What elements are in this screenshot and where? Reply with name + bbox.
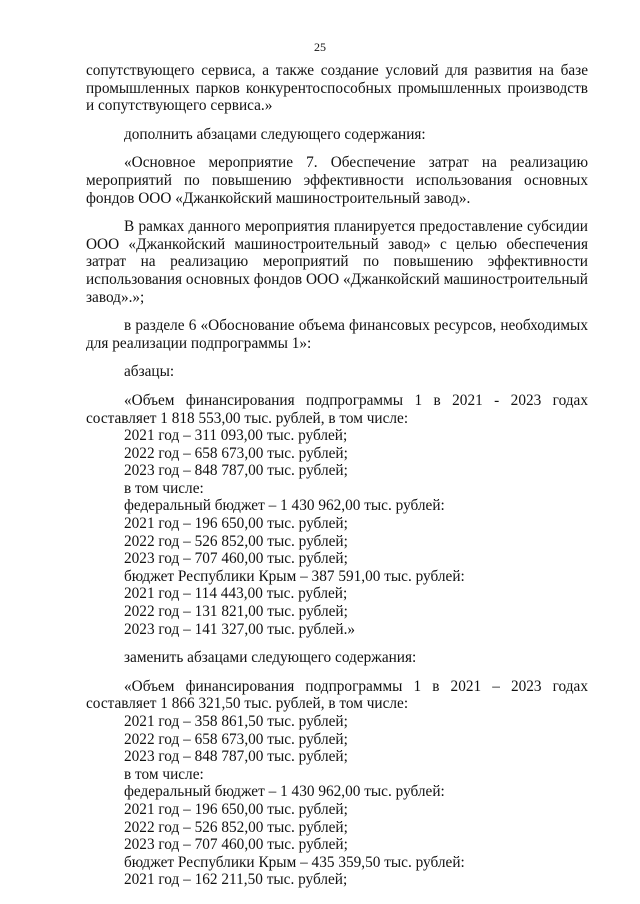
old-financing-breakdown [86,427,588,638]
old-line: 2023 год – 141 327,00 тыс. рублей.» [124,620,356,638]
old-line: 2022 год – 658 673,00 тыс. рублей; [124,444,348,462]
new-line: в том числе: [124,765,204,783]
paragraph-new-financing-total: «Объем финансирования подпрограммы 1 в 2021 – 2023 годах составляет 1 866 321,50 тыс. рублей, в том числе: [86,677,588,713]
new-line: 2021 год – 162 211,50 тыс. рублей; [124,871,348,889]
new-line: 2021 год – 196 650,00 тыс. рублей; [124,800,348,818]
paragraph-old-financing-total: «Объем финансирования подпрограммы 1 в 2021 - 2023 годах составляет 1 818 553,00 тыс. рублей, в том числе: [86,391,588,427]
old-line: 2021 год – 114 443,00 тыс. рублей; [124,585,348,603]
new-line: 2021 год – 358 861,50 тыс. рублей; [124,713,348,730]
new-line: 2022 год – 526 852,00 тыс. рублей; [124,818,348,836]
old-line: 2022 год – 131 821,00 тыс. рублей; [124,603,348,621]
paragraph-add-instruction: дополнить абзацами следующего содержания: [124,125,426,143]
page-number: 25 [314,40,326,54]
paragraph-section-6-reference: в разделе 6 «Обоснование объема финансовых ресурсов, необходимых для реализации подпрограммы 1»: [86,317,588,352]
paragraph-main-measure-7: «Основное мероприятие 7. Обеспечение затрат на реализацию мероприятий по повышению эффективности использования основных фондов ООО «Джанкойский машиностроительный завод». [86,154,588,207]
document-body [86,62,588,889]
old-line: 2021 год – 196 650,00 тыс. рублей; [124,515,348,533]
new-line: бюджет Республики Крым – 435 359,50 тыс. рублей: [124,853,465,871]
new-line: 2023 год – 707 460,00 тыс. рублей; [124,836,348,854]
old-line: 2023 год – 848 787,00 тыс. рублей; [124,462,348,480]
old-line: федеральный бюджет – 1 430 962,00 тыс. рублей: [124,497,445,515]
new-financing-breakdown [86,713,588,889]
paragraph-continuation: сопутствующего сервиса, а также создание условий для развития на базе промышленных парков конкурентоспособных промышленных производств и сопутствующего сервиса.» [86,62,588,115]
paragraph-replace-instruction: заменить абзацами следующего содержания: [124,649,417,667]
old-line: 2023 год – 707 460,00 тыс. рублей; [124,550,348,568]
old-line: бюджет Республики Крым – 387 591,00 тыс. рублей: [124,567,465,585]
paragraph-abzacy: абзацы: [124,363,175,381]
new-line: 2023 год – 848 787,00 тыс. рублей; [124,748,348,766]
old-line: 2021 год – 311 093,00 тыс. рублей; [124,427,348,445]
new-line: 2022 год – 658 673,00 тыс. рублей; [124,730,348,748]
new-line: федеральный бюджет – 1 430 962,00 тыс. рублей: [124,783,445,801]
old-line: в том числе: [124,479,204,497]
old-line: 2022 год – 526 852,00 тыс. рублей; [124,532,348,550]
paragraph-subsidy-description: В рамках данного мероприятия планируется предоставление субсидии ООО «Джанкойский машиностроительный завод» с целью обеспечения затрат на реализацию мероприятий по повышению эффективности использования основных фондов ООО «Джанкойский машиностроительный завод».»; [86,218,588,306]
